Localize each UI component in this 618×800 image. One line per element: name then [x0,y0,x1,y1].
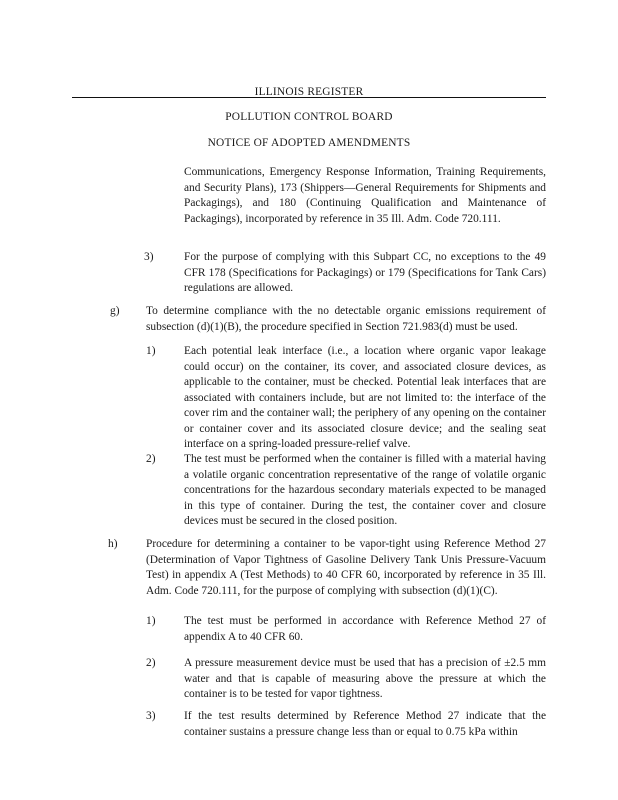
continuation-paragraph: Communications, Emergency Response Information, Training Requirements, and Security Plans), 173 (Shippers—General Requirements for Shipments and Packagings), and 180 (Continuing Qualification and Maintenance of Packagings), incorporated by reference in 35 Ill. Adm. Code 720.111. [184,166,546,225]
item-3-text: For the purpose of complying with this Subpart CC, no exceptions to the 49 CFR 178 (Specifications for Packagings) or 179 (Specifications for Tank Cars) regulations are allowed. [184,251,546,294]
g2-text: The test must be performed when the container is filled with a material having a volatile organic concentration representative of the range of volatile organic concentrations for the hazardous secondary materials expected to be managed in this type of container. During the test, the container cover and closure devices must be secured in the closed position. [184,453,546,527]
board-title: POLLUTION CONTROL BOARD [225,111,393,123]
g1-label: 1) [146,345,156,357]
section-g-text: To determine compliance with the no detectable organic emissions requirement of subsection (d)(1)(B), the procedure specified in Section 721.983(d) must be used. [146,305,546,333]
h2-label: 2) [146,657,156,669]
register-title: ILLINOIS REGISTER [254,86,364,98]
h1-text: The test must be performed in accordance with Reference Method 27 of appendix A to 40 CFR 60. [184,615,546,643]
h3-label: 3) [146,710,156,722]
g1-text: Each potential leak interface (i.e., a location where organic vapor leakage could occur) on the container, its cover, and associated closure devices, as applicable to the container, must be checked. Potential leak interfaces that are associated with containers include, but are not limited to: the interface of the cover rim and the container wall; the periphery of any opening on the container or container cover and its associated closure device; and the sealing seat interface on a spring-loaded pressure-relief valve. [184,345,546,450]
h3-text: If the test results determined by Reference Method 27 indicate that the container sustains a pressure change less than or equal to 0.75 kPa within [184,710,546,738]
g2-label: 2) [146,453,156,465]
h2-text: A pressure measurement device must be used that has a precision of ±2.5 mm water and that is capable of measuring above the pressure at which the container is to be tested for vapor tightness. [184,657,546,700]
section-h-text: Procedure for determining a container to be vapor-tight using Reference Method 27 (Determination of Vapor Tightness of Gasoline Delivery Tank Unis Pressure-Vacuum Test) in appendix A (Test Methods) to 40 CFR 60, incorporated by reference in 35 Ill. Adm. Code 720.111, for the purpose of complying with subsection (d)(1)(C). [146,538,546,597]
item-3-label: 3) [144,251,154,263]
header-rule [72,97,546,98]
section-g-label: g) [110,305,120,317]
h1-label: 1) [146,615,156,627]
notice-title: NOTICE OF ADOPTED AMENDMENTS [207,137,411,149]
section-h-label: h) [108,538,118,550]
